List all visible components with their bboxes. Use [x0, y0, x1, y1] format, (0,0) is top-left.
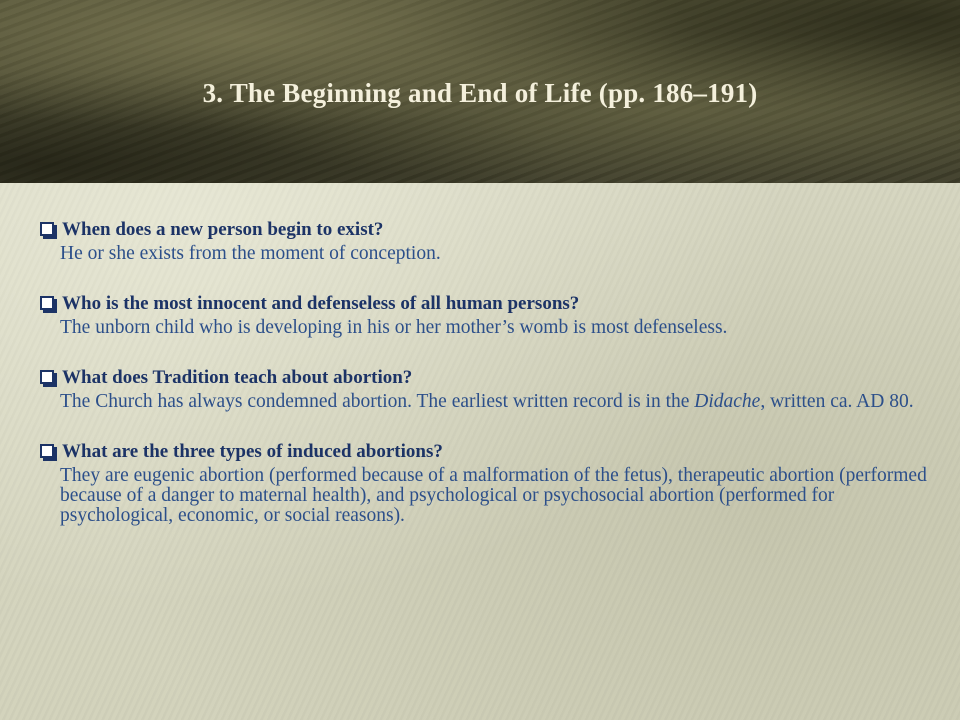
- didache-title: Didache: [694, 391, 761, 412]
- checkbox-bullet-icon: [40, 444, 54, 458]
- question-text: What does Tradition teach about abortion?: [40, 366, 912, 390]
- slide-title: 3. The Beginning and End of Life (pp. 186–191): [202, 78, 758, 108]
- checkbox-bullet-icon: [40, 296, 54, 310]
- checkbox-bullet-icon: [40, 370, 54, 384]
- answer-text: The unborn child who is developing in his or her mother’s womb is most defenseless.: [60, 317, 728, 338]
- answer-text: He or she exists from the moment of conception.: [60, 243, 441, 264]
- qa-item: [60, 292, 932, 338]
- question-text: Who is the most innocent and defenseless of all human persons?: [40, 292, 912, 316]
- question-text: What are the three types of induced abortions?: [40, 440, 912, 464]
- answer-text: They are eugenic abortion (performed because of a malformation of the fetus), therapeutic abortion (performed because of a danger to maternal health), and psychological or psychosocial abortion (performed for psychological, economic, or social reasons).: [60, 465, 927, 526]
- answer-text: The Church has always condemned abortion. The earliest written record is in the Didache, written ca. AD 80.: [60, 391, 914, 412]
- qa-item: [60, 366, 932, 412]
- question-text: When does a new person begin to exist?: [40, 218, 912, 242]
- slide-content: [60, 218, 932, 554]
- qa-item: [60, 440, 932, 526]
- title-banner: [0, 0, 960, 183]
- checkbox-bullet-icon: [40, 222, 54, 236]
- qa-item: [60, 218, 932, 264]
